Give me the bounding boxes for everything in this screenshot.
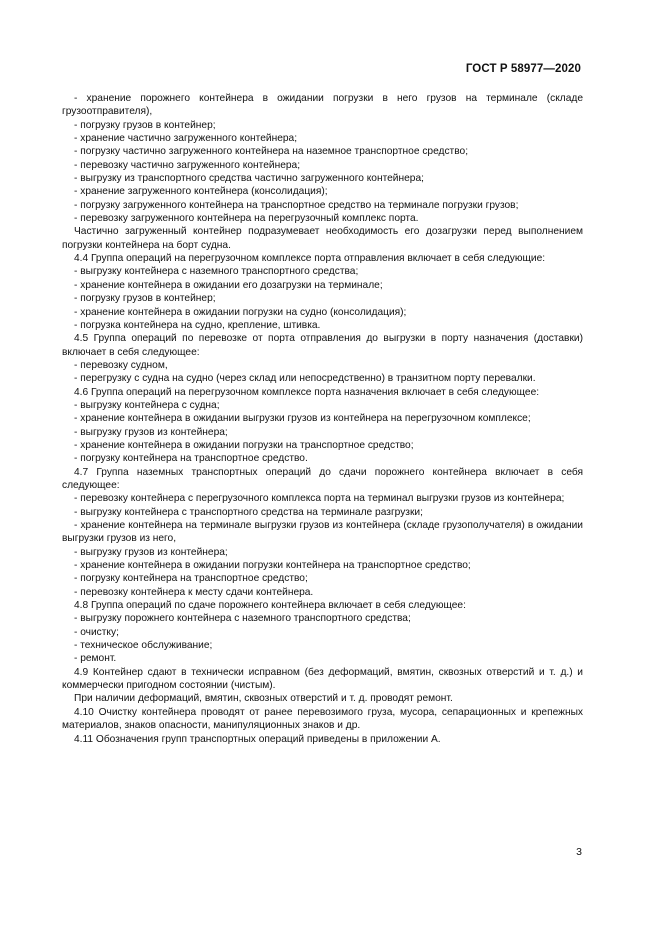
section-4-7: 4.7 Группа наземных транспортных операций до сдачи порожнего контейнера включает в себя следующее: — [62, 466, 583, 491]
list-item: - погрузку грузов в контейнер; — [74, 293, 216, 305]
list-item: - хранение загруженного контейнера (консолидация); — [74, 186, 328, 198]
list-item: - хранение контейнера в ожидании его дозагрузки на терминале; — [74, 279, 383, 291]
list-item: - хранение частично загруженного контейнера; — [74, 133, 298, 145]
list-item: - перевозку контейнера к месту сдачи контейнера. — [74, 586, 314, 598]
list-item: - перевозку частично загруженного контейнера; — [74, 159, 301, 171]
list-item: - выгрузку контейнера с судна; — [74, 399, 220, 411]
list-item: - выгрузку грузов из контейнера; — [74, 546, 228, 558]
list-item: - техническое обслуживание; — [74, 640, 213, 652]
list-item: - выгрузку грузов из контейнера; — [74, 426, 228, 438]
list-item: - перегрузку с судна на судно (через склад или непосредственно) в транзитном порту перевалки. — [74, 373, 536, 385]
list-item: - погрузку контейнера на транспортное средство; — [74, 573, 308, 585]
paragraph: При наличии деформаций, вмятин, сквозных отверстий и т. д. проводят ремонт. — [74, 693, 453, 705]
section-4-8: 4.8 Группа операций по сдаче порожнего контейнера включает в себя следующее: — [74, 600, 466, 612]
paragraph: Частично загруженный контейнер подразумевает необходимость его дозагрузки перед выполнением погрузки контейнера на борт судна. — [62, 226, 583, 251]
list-item: - перевозку контейнера с перегрузочного комплекса порта на терминал выгрузки грузов из контейнера; — [74, 493, 565, 505]
list-item: - выгрузку контейнера с наземного транспортного средства; — [74, 266, 359, 278]
list-item: - хранение контейнера в ожидании погрузки контейнера на транспортное средство; — [74, 560, 471, 572]
list-item: - погрузку частично загруженного контейнера на наземное транспортное средство; — [74, 146, 469, 158]
section-4-11: 4.11 Обозначения групп транспортных операций приведены в приложении А. — [74, 733, 441, 745]
list-item: - погрузку загруженного контейнера на транспортное средство на терминале погрузки грузов; — [74, 199, 519, 211]
section-4-5: 4.5 Группа операций по перевозке от порта отправления до выгрузки в порту назначения (доставки) включает в себя следующее: — [62, 333, 583, 358]
section-4-9: 4.9 Контейнер сдают в технически исправном (без деформаций, вмятин, сквозных отверстий и т. д.) и коммерчески пригодном состоянии (чистым). — [62, 666, 583, 692]
section-4-6: 4.6 Группа операций на перегрузочном комплексе порта назначения включает в себя следующее: — [74, 386, 540, 398]
document-body — [62, 92, 583, 746]
list-item: - перевозку судном, — [74, 359, 168, 371]
document-header-id: ГОСТ Р 58977—2020 — [465, 63, 581, 75]
list-item: - хранение контейнера в ожидании погрузки на транспортное средство; — [74, 439, 414, 451]
list-item: - выгрузку из транспортного средства частично загруженного контейнера; — [74, 173, 424, 185]
list-item: - погрузку грузов в контейнер; — [74, 119, 216, 131]
section-4-4: 4.4 Группа операций на перегрузочном комплексе порта отправления включает в себя следующие: — [74, 253, 546, 265]
list-item: - очистку; — [74, 626, 119, 638]
list-item: - хранение контейнера в ожидании выгрузки грузов из контейнера на перегрузочном комплексе; — [74, 413, 531, 425]
list-item: - перевозку загруженного контейнера на перегрузочный комплекс порта. — [74, 213, 419, 225]
page-number: 3 — [576, 846, 582, 858]
list-item: - хранение контейнера в ожидании погрузки на судно (консолидация); — [74, 306, 407, 318]
list-item: - ремонт. — [74, 653, 117, 665]
section-4-10: 4.10 Очистку контейнера проводят от ранее перевозимого груза, мусора, сепарационных и крепежных материалов, знаков опасности, манипуляционных знаков и др. — [62, 706, 583, 732]
list-item: - выгрузку контейнера с транспортного средства на терминале разгрузки; — [74, 506, 423, 518]
list-item: - выгрузку порожнего контейнера с наземного транспортного средства; — [74, 613, 411, 625]
list-item: - погрузка контейнера на судно, крепление, штивка. — [74, 319, 321, 331]
list-item: - хранение контейнера на терминале выгрузки грузов из контейнера (складе грузополучателя) в ожидании выгрузки грузов из него, — [62, 520, 583, 545]
list-item: - погрузку контейнера на транспортное средство. — [74, 453, 308, 465]
list-item: - хранение порожнего контейнера в ожидании погрузки в него грузов на терминале (складе грузоотправителя), — [62, 93, 583, 118]
